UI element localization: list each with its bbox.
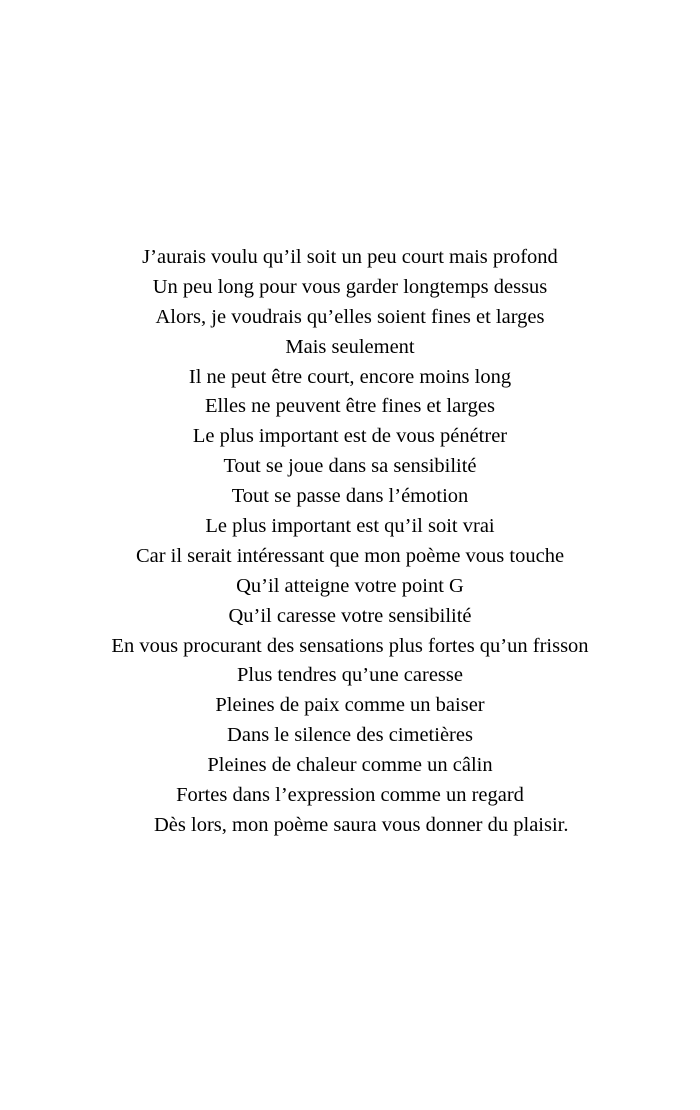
poem-closing-line: Dès lors, mon poème saura vous donner du plaisir. [154,813,569,836]
poem-line: Qu’il caresse votre sensibilité [228,604,472,627]
poem-line: Tout se joue dans sa sensibilité [223,455,477,478]
poem-line: Alors, je voudrais qu’elles soient fines et larges [155,305,545,328]
poem-line: Le plus important est qu’il soit vrai [205,515,495,538]
poem-line: Un peu long pour vous garder longtemps dessus [152,275,548,298]
poem-line: Pleines de paix comme un baiser [215,694,485,717]
poem-body [0,243,700,841]
poem-line: Le plus important est de vous pénétrer [192,425,508,448]
poem-line: Dans le silence des cimetières [227,724,473,747]
poem-line: Car il serait intéressant que mon poème vous touche [135,544,565,567]
poem-line: Il ne peut être court, encore moins long [188,365,512,388]
poem-line: Qu’il atteigne votre point G [236,574,464,597]
poem-line: Plus tendres qu’une caresse [236,664,463,687]
poem-line: En vous procurant des sensations plus fortes qu’un frisson [111,634,589,657]
poem-line: J’aurais voulu qu’il soit un peu court mais profond [142,246,558,268]
poem-line: Elles ne peuvent être fines et larges [205,395,495,418]
poem-line: Tout se passe dans l’émotion [231,485,469,508]
poem-line: Mais seulement [285,335,415,358]
poem-line: Pleines de chaleur comme un câlin [207,754,493,777]
poem-line: Fortes dans l’expression comme un regard [176,784,524,807]
